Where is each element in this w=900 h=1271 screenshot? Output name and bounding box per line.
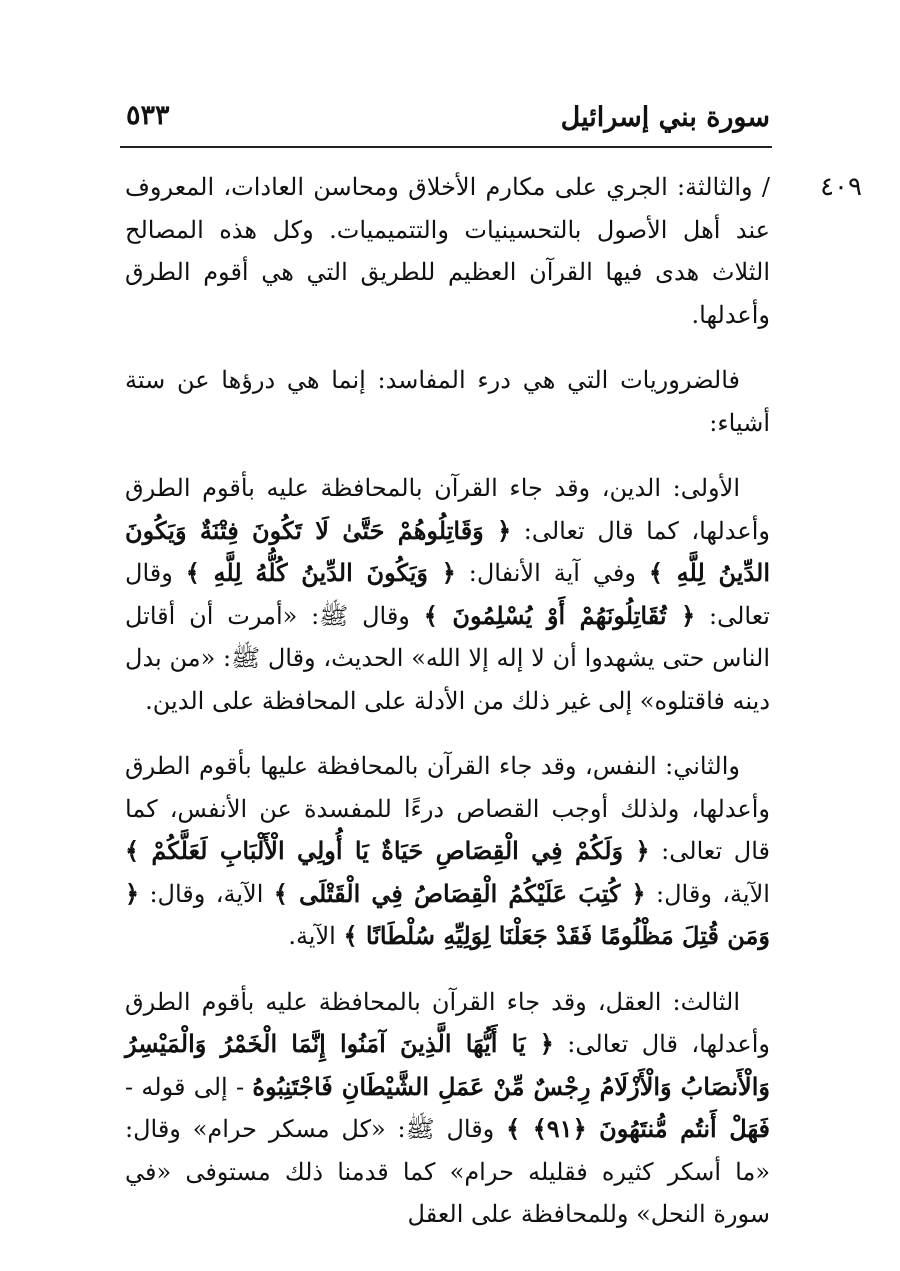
paragraph-text: الآية، وقال:	[656, 879, 770, 908]
paragraph-intellect	[125, 981, 770, 1236]
paragraph-text: الثالث: العقل، وقد جاء القرآن بالمحافظة عليه بأقوم الطرق وأعدلها، قال تعالى:	[125, 987, 770, 1058]
header-divider	[120, 146, 772, 148]
paragraph-text: فالضروريات التي هي درء المفاسد: إنما هي درؤها عن ستة أشياء:	[125, 366, 770, 437]
quran-verse: ﴿ وَمَن قُتِلَ مَظْلُومًا فَقَدْ جَعَلْنَا لِوَلِيِّهِ سُلْطَانًا ﴾	[125, 878, 770, 950]
paragraph-text: الأولى: الدين، وقد جاء القرآن بالمحافظة عليه بأقوم الطرق وأعدلها، كما قال تعالى:	[125, 474, 770, 545]
paragraph-text: / والثالثة: الجري على مكارم الأخلاق ومحاسن العادات، المعروف عند أهل الأصول بالتحسينيات والتتميميات. وكل هذه المصالح الثلاث هدى فيها القرآن العظيم للطريق التي هي أقوم الطرق وأعدلها.	[125, 173, 770, 329]
quran-verse: ﴿ وَقَاتِلُوهُمْ حَتَّىٰ لَا تَكُونَ فِتْنَةٌ وَيَكُونَ الدِّينُ لِلَّهِ ﴾	[125, 515, 771, 587]
margin-page-reference: ٤٠٩	[820, 172, 862, 202]
quran-verse: ﴿ كُتِبَ عَلَيْكُمُ الْقِصَاصُ فِي الْقَتْلَى ﴾	[273, 878, 646, 908]
quran-verse: فَهَلْ أَنتُم مُّنتَهُونَ ﴿٩١﴾ ﴾	[506, 1114, 770, 1143]
paragraph-text: وقال ﷺ: «كل مسكر حرام» وقال: «ما أسكر كثيره فقليله حرام» كما قدمنا ذلك مستوفى «في سورة النحل» وللمحافظة على العقل	[125, 1115, 770, 1228]
paragraph-text: الآية، وقال:	[149, 879, 264, 908]
paragraph-text: الآية.	[288, 922, 336, 950]
quran-verse: ﴿ تُقَاتِلُونَهُمْ أَوْ يُسْلِمُونَ ﴾	[423, 600, 696, 630]
body-text	[125, 166, 770, 1259]
paragraph-necessities	[125, 359, 770, 444]
quran-verse: ﴿ وَلَكُمْ فِي الْقِصَاصِ حَيَاةٌ يَا أُولِي الْأَلْبَابِ لَعَلَّكُمْ ﴾	[125, 836, 650, 865]
paragraph-third-category	[125, 166, 770, 336]
page-number: ٥٣٣	[126, 100, 170, 131]
page-header	[120, 92, 770, 144]
surah-title: سورة بني إسرائيل	[560, 102, 770, 133]
quran-verse: ﴿ وَيَكُونَ الدِّينُ كُلُّهُ لِلَّهِ ﴾	[185, 558, 456, 587]
quran-verse: ﴿ يَا أَيُّهَا الَّذِينَ آمَنُوا إِنَّمَا الْخَمْرُ وَالْمَيْسِرُ وَالْأَنصَابُ وَالْأَزْلَامُ رِجْسٌ مِّنْ عَمَلِ الشَّيْطَانِ فَاجْتَنِبُوهُ	[125, 1029, 770, 1101]
paragraph-text: والثاني: النفس، وقد جاء القرآن بالمحافظة عليها بأقوم الطرق وأعدلها، ولذلك أوجب القصاص درءًا للمفسدة عن الأنفس، كما قال تعالى:	[125, 752, 770, 865]
paragraph-text: وقال ﷺ: «أمرت أن أقاتل الناس حتى يشهدوا أن لا إله إلا الله» الحديث، وقال ﷺ: «من بدل دينه فاقتلوه» إلى غير ذلك من الأدلة على المحافظة على الدين.	[125, 601, 770, 715]
paragraph-soul	[125, 745, 770, 958]
paragraph-text: وقال تعالى:	[125, 559, 770, 630]
paragraph-text: وفي آية الأنفال:	[468, 559, 636, 587]
paragraph-text: - إلى قوله -	[125, 1072, 245, 1101]
paragraph-religion	[125, 467, 770, 722]
